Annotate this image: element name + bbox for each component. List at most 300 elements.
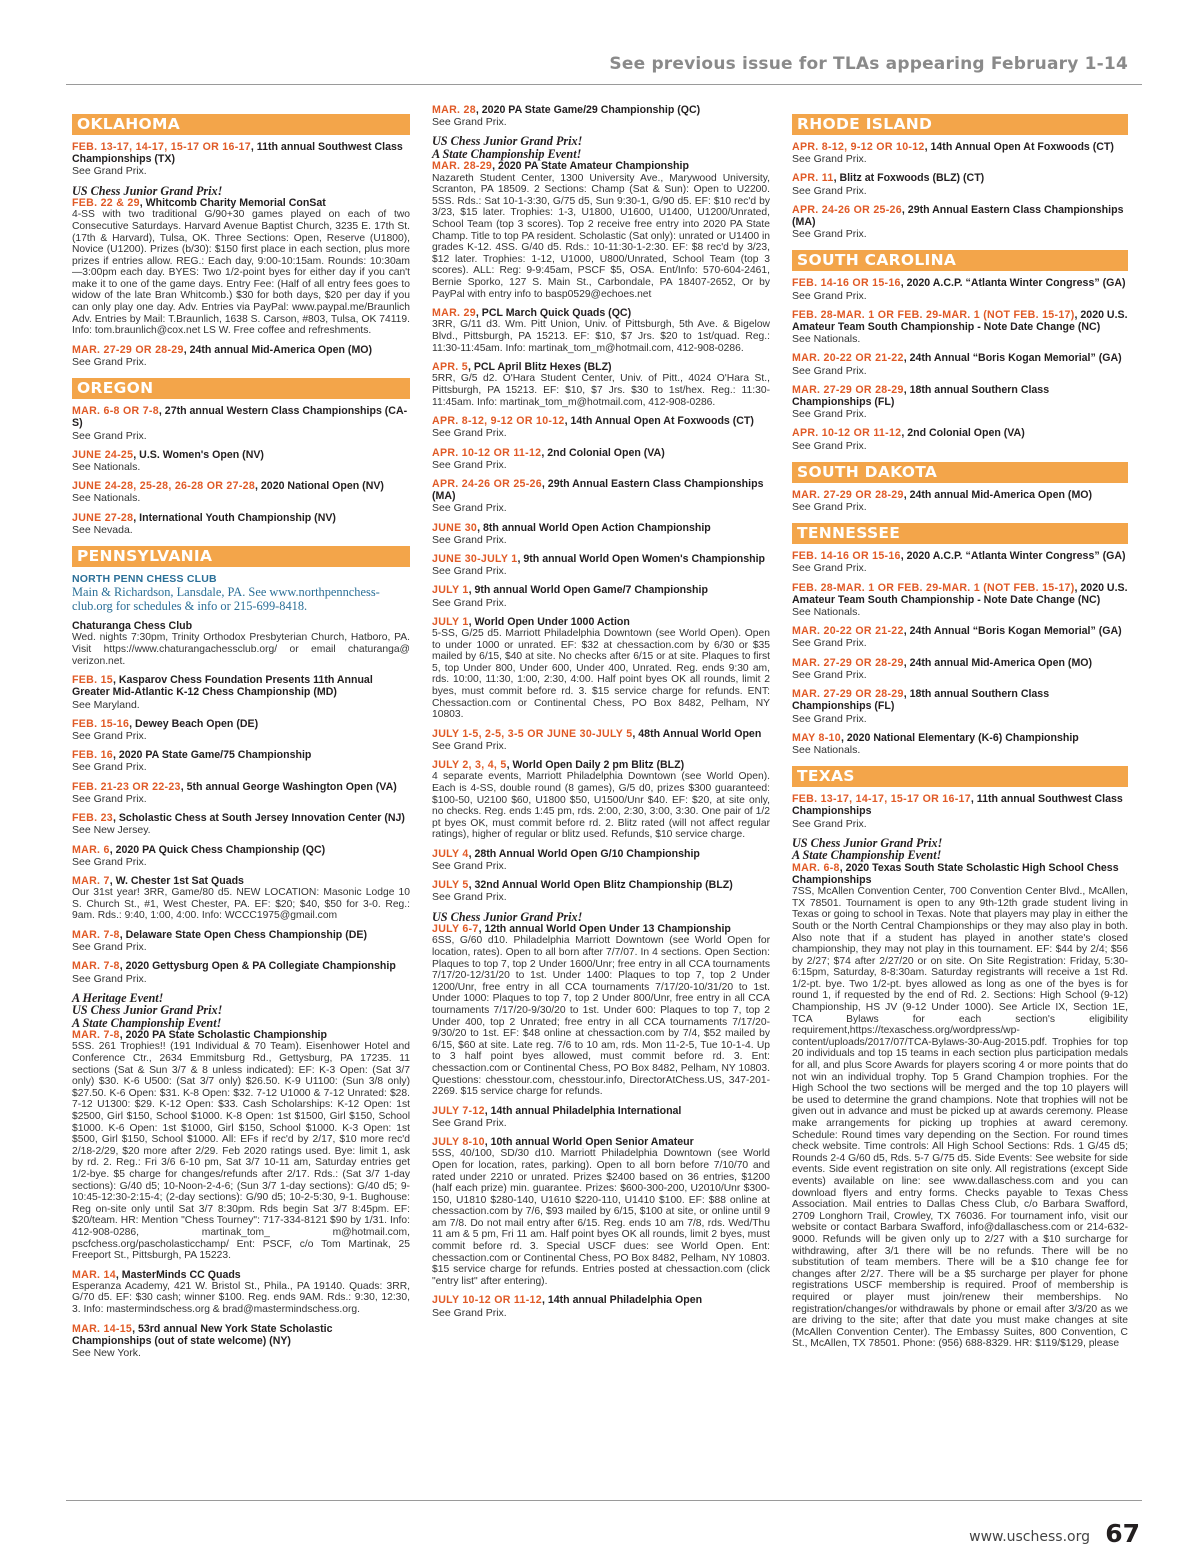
event-date: MAR. 27-29 OR 28-29	[792, 383, 904, 396]
event-reference: See Grand Prix.	[792, 289, 867, 302]
event-title: , 5th annual George Washington Open (VA)	[180, 780, 397, 793]
event-heading	[432, 923, 770, 935]
event-heading	[72, 512, 410, 524]
event-heading	[432, 307, 770, 319]
event-details: Nazareth Student Center, 1300 University Ave., Marywood University, Scranton, PA 18509. 2 Sections: Champ (Sat & Sun): Open to U2200. 5SS. Rds.: Sat 10-1-3:30, G/75 d5, Sun 9:30-1, G/90 d5. EF: $10 rec'd by 3/23, $15 later. Trophies: 1-3, U1800, U1600, U1400, U1200/Unrated, School Team (top 3 scores). Top 2 receive free entry into 2020 PA State Champ. Title to top PA resident. Scholastic (Sat only): unrated or U1400 in grades K-12. 4SS. G/40 d5. Rds.: 10-11:30-1-2:30. EF: $8 rec'd by 3/23, $12 later. Trophies: 1-12, U1000, U800/Unrated, School Team (top 3 scores). ALL: Reg: 9-9:45am, PSCF $5, OSA. Ent/Info: 570-604-2461, Bernie Sporko, 127 S. Main St., Carbondale, PA 18407-2652, Or by PayPal with entry info to basp0529@echoes.net	[432, 172, 770, 300]
event-title: , 28th Annual World Open G/10 Championship	[468, 847, 700, 860]
event-reference: See Grand Prix.	[792, 562, 867, 575]
event-title: , 2020 National Open (NV)	[255, 480, 384, 493]
event-reference: See Grand Prix.	[72, 972, 147, 985]
event-details: 5SS, 40/100, SD/30 d10. Marriott Philadelphia Downtown (see World Open for location, rates, parking). Open to all born before 7/10/70 and rated under 2210 or unrated. Prizes $2400 based on 36 entries, $1200 (half each prize) min. guarantee. Prizes: $600-300-200, U2010/Unr $300-150, U1810 $280-140, U1610 $220-110, U1410 $100. EF: $88 online at chessaction.com by 7/6, $93 mailed by 6/15, $100 at site, or online until 9 am 7/8. Do not mail entry after 6/15. Reg. ends 10 am 7/8, rds. Wed/Thu 11 am & 5 pm, Fri 11 am. Half point byes OK all rounds, limit 2 byes, must commit before rd. 3. Special USCF dues: see World Open. Ent: chessaction.com or Continental Chess, PO Box 8482, Pelham, NY 10803. $15 service charge for refunds. Entries posted at chessaction.com (click "entry list" after entering).	[432, 1148, 770, 1287]
event-heading	[792, 793, 1128, 817]
event-date: MAR. 6-8	[792, 861, 840, 874]
event-heading	[432, 522, 770, 534]
header-rule	[66, 84, 1142, 85]
event-reference: See Grand Prix.	[432, 891, 507, 904]
event-title: , 9th annual World Open Women's Championship	[517, 552, 766, 565]
event-heading	[72, 844, 410, 856]
event-title: , 32nd Annual World Open Blitz Championship (BLZ)	[468, 879, 733, 892]
event-tagline: A State Championship Event!	[792, 848, 942, 863]
event-title: , 2nd Colonial Open (VA)	[901, 427, 1025, 440]
event-reference: See Nationals.	[792, 606, 861, 619]
event-heading	[432, 447, 770, 459]
event-heading	[792, 204, 1128, 228]
event-heading	[432, 616, 770, 628]
event-heading	[792, 688, 1128, 712]
event-title: , 14th Annual Open At Foxwoods (CT)	[564, 415, 754, 428]
event-reference: See Maryland.	[72, 698, 140, 711]
event-reference: See Grand Prix.	[72, 356, 147, 369]
event-listing	[792, 550, 1128, 574]
event-tagline: A Heritage Event!	[72, 990, 164, 1005]
event-title: , MasterMinds CC Quads	[115, 1268, 241, 1281]
event-title: , 24th annual Mid-America Open (MO)	[903, 656, 1093, 669]
event-heading	[792, 550, 1128, 562]
event-date: JULY 5	[432, 879, 469, 892]
event-listing	[72, 197, 410, 337]
event-title: , Delaware State Open Chess Championship (DE)	[119, 928, 367, 941]
event-heading	[432, 759, 770, 771]
event-reference: See Grand Prix.	[72, 429, 147, 442]
event-reference: See Nationals.	[792, 743, 861, 756]
event-reference: See Grand Prix.	[72, 792, 147, 805]
event-date: MAR. 20-22 OR 21-22	[792, 352, 904, 365]
event-reference: See Nationals.	[72, 492, 141, 505]
event-listing	[792, 688, 1128, 725]
event-heading	[432, 1294, 770, 1306]
event-heading	[432, 848, 770, 860]
event-date: JUNE 27-28	[72, 511, 134, 524]
event-date: MAR. 28-29	[432, 160, 493, 173]
event-date: JULY 8-10	[432, 1136, 485, 1149]
event-date: MAR. 7	[72, 874, 110, 887]
event-date: MAR. 27-29 OR 28-29	[792, 656, 904, 669]
event-title: , 24th annual Mid-America Open (MO)	[903, 488, 1093, 501]
event-date: APR. 10-12 OR 11-12	[432, 446, 542, 459]
event-reference: See Nevada.	[72, 523, 133, 536]
event-title: Chaturanga Chess Club	[72, 620, 193, 633]
event-heading	[72, 197, 410, 209]
event-date: FEB. 16	[72, 749, 113, 762]
event-listing	[792, 384, 1128, 421]
event-title: , 14th annual Philadelphia Open	[541, 1294, 703, 1307]
event-listing	[72, 344, 410, 368]
event-title: , 27th annual Western Class Championships (CA-S)	[72, 405, 408, 430]
event-heading	[72, 875, 410, 887]
event-heading	[432, 160, 770, 172]
event-listing	[72, 405, 410, 442]
event-listing	[72, 929, 410, 953]
event-listing	[792, 862, 1128, 1350]
event-tagline: US Chess Junior Grand Prix!	[432, 134, 583, 149]
event-listing	[432, 447, 770, 471]
event-title: , 18th annual Southern Class Championships (FL)	[792, 383, 1050, 409]
event-title: , 2020 PA Quick Chess Championship (QC)	[109, 843, 326, 856]
event-heading	[72, 449, 410, 461]
event-reference: See Grand Prix.	[792, 668, 867, 681]
event-date: APR. 8-12, 9-12 OR 10-12	[432, 415, 565, 428]
event-title: , 2020 National Elementary (K-6) Championship	[840, 731, 1079, 744]
event-heading	[72, 960, 410, 972]
event-heading	[432, 584, 770, 596]
event-listing	[72, 449, 410, 473]
event-heading	[792, 141, 1128, 153]
event-date: JULY 1	[432, 615, 469, 628]
event-tagline: A State Championship Event!	[432, 146, 582, 161]
event-listing	[792, 582, 1128, 619]
event-listing	[432, 104, 770, 128]
state-heading	[72, 546, 410, 567]
event-date: MAR. 7-8	[72, 928, 120, 941]
event-title: , 2nd Colonial Open (VA)	[541, 446, 665, 459]
state-heading	[792, 114, 1128, 135]
column-left	[72, 104, 410, 1366]
event-date: APR. 5	[432, 361, 468, 374]
event-heading	[432, 104, 770, 116]
event-listing	[72, 749, 410, 773]
event-reference: See Grand Prix.	[72, 165, 147, 178]
event-title: , 8th annual World Open Action Championship	[477, 521, 711, 534]
event-title: , 2020 PA State Game/29 Championship (QC)	[475, 104, 701, 116]
event-heading	[792, 582, 1128, 606]
event-details: 6SS, G/60 d10. Philadelphia Marriott Downtown (see World Open for location, rates). Open to all born after 7/7/07. In 4 sections. Open Section: Plaques to top 7, top 2 Under 1600/Unr; free entry in all CCA tournaments 7/17/20-12/31/20 to 1st. Under 1400: Plaques to top 7, top 2 Under 1200/Unr, free entry in all CCA tournaments 7/17/20-10/31/20 to 1st. Under 1000: Plaques to top 7, top 2 Under 800/Unr, free entry in all CCA tournaments 7/17/20-9/30/20 to 1st. Under 600: Plaques to top 7, top 2 Under 400, top 2 Unrated; free entry in all CCA tournaments 7/17/20-9/30/20 to 1st. EF: $48 online at chessaction.com by 7/4, $52 mailed by 6/15, $60 at site. Late reg. 7/6 to 10 am, rds. Mon 11-2-5, Tue 10-1-4. Up to 3 half point byes allowed, must commit before rd. 3. Ent: chessaction.com or Continental Chess, PO Box 8482, Pelham, NY 10803. Questions: chesstour.com, chesstour.info, DirectorAtChess.US, 347-201-2269. $15 service charge for refunds.	[432, 935, 770, 1098]
event-listing	[792, 793, 1128, 830]
event-date: JUNE 30	[432, 521, 478, 534]
event-title: , Whitcomb Charity Memorial ConSat	[139, 197, 326, 210]
event-heading	[72, 674, 410, 698]
event-listing	[432, 553, 770, 577]
event-date: JULY 7-12	[432, 1104, 485, 1117]
event-date: JULY 10-12 OR 11-12	[432, 1294, 542, 1307]
event-details: 5RR, G/5 d2. O'Hara Student Center, Univ. of Pitt., 4024 O'Hara St., Pittsburgh, PA 15213. EF: $10, $7 Jrs. $30 to 1st/hex. Reg.: 11:30-11:45am. Info: martinak_tom_m@hotmail.com, 412-908-0286.	[432, 373, 770, 408]
footer-rule	[66, 1500, 1142, 1501]
event-date: MAR. 6-8 OR 7-8	[72, 405, 159, 418]
event-listing	[432, 1294, 770, 1318]
event-reference: See Grand Prix.	[792, 184, 867, 197]
event-listing	[72, 875, 410, 922]
event-date: FEB. 15	[72, 674, 113, 687]
event-listing	[72, 674, 410, 711]
event-heading	[432, 1105, 770, 1117]
event-title: , Dewey Beach Open (DE)	[129, 717, 259, 730]
event-heading	[792, 172, 1128, 184]
event-title: , Scholastic Chess at South Jersey Innovation Center (NJ)	[112, 812, 405, 825]
event-date: APR. 24-26 OR 25-26	[792, 203, 902, 216]
event-heading	[432, 1136, 770, 1148]
column-middle	[432, 104, 770, 1326]
event-date: FEB. 28-MAR. 1 OR FEB. 29-MAR. 1 (NOT FEB. 15-17)	[792, 308, 1075, 321]
event-title: , 48th Annual World Open	[632, 727, 762, 740]
event-date: FEB. 14-16 OR 15-16	[792, 550, 901, 563]
event-listing	[432, 361, 770, 408]
event-title: , 2020 A.C.P. “Atlanta Winter Congress” (GA)	[900, 550, 1126, 563]
event-date: JULY 6-7	[432, 923, 479, 936]
event-listing	[432, 415, 770, 439]
event-date: APR. 10-12 OR 11-12	[792, 427, 902, 440]
state-heading-label: OREGON	[77, 379, 154, 398]
event-tagline: US Chess Junior Grand Prix!	[432, 909, 583, 924]
event-heading	[792, 384, 1128, 408]
state-heading	[792, 523, 1128, 544]
event-listing	[72, 781, 410, 805]
event-heading	[432, 879, 770, 891]
event-date: MAR. 6	[72, 843, 110, 856]
event-date: JUNE 24-28, 25-28, 26-28 OR 27-28	[72, 480, 256, 493]
event-tagline: US Chess Junior Grand Prix!	[72, 183, 223, 198]
state-heading	[72, 114, 410, 135]
state-heading-label: SOUTH DAKOTA	[797, 462, 938, 481]
event-tagline: A State Championship Event!	[72, 1015, 222, 1030]
event-reference: See New Jersey.	[72, 824, 151, 837]
event-date: APR. 24-26 OR 25-26	[432, 477, 542, 490]
event-date: FEB. 21-23 OR 22-23	[72, 780, 181, 793]
event-heading	[72, 344, 410, 356]
event-title: , World Open Under 1000 Action	[468, 615, 630, 628]
event-date: MAR. 20-22 OR 21-22	[792, 625, 904, 638]
event-date: FEB. 28-MAR. 1 OR FEB. 29-MAR. 1 (NOT FEB. 15-17)	[792, 581, 1075, 594]
event-date: MAR. 27-29 OR 28-29	[72, 343, 184, 356]
event-listing	[792, 732, 1128, 756]
event-date: MAR. 27-29 OR 28-29	[792, 688, 904, 701]
event-details: Wed. nights 7:30pm, Trinity Orthodox Presbyterian Church, Hatboro, PA. Visit https://www.chaturangachessclub.org/ or email chaturanga@ verizon.net.	[72, 632, 410, 667]
event-heading	[432, 478, 770, 502]
footer-url: www.uschess.org	[969, 1529, 1090, 1545]
event-date: MAR. 14-15	[72, 1322, 133, 1335]
event-date: JULY 4	[432, 847, 469, 860]
event-details: Esperanza Academy, 421 W. Bristol St., Phila., PA 19140. Quads: 3RR, G/70 d5. EF: $30 cash; winner $100. Reg. ends 9AM. Rds.: 9:30, 12:30, 3. Info: mastermindschess.org & brad@mastermindschess.org.	[72, 1280, 410, 1316]
event-listing	[432, 759, 770, 841]
event-listing	[792, 309, 1128, 346]
event-date: JULY 2, 3, 4, 5	[432, 759, 507, 772]
event-listing	[72, 620, 410, 667]
event-title: , 2020 U.S. Amateur Team South Championship - Note Date Change (NC)	[792, 308, 1128, 334]
event-listing	[432, 478, 770, 515]
event-heading	[72, 1323, 410, 1347]
event-listing	[72, 812, 410, 836]
event-listing	[432, 584, 770, 608]
event-details: Our 31st year! 3RR, Game/80 d5. NEW LOCATION: Masonic Lodge 10 S. Church St., #1, West Chester, PA. EF: $20; $40, $50 for 3-0. Reg.: 9am. Rds.: 9:40, 1:00, 4:00. Info: WCCC1975@gmail.com	[72, 887, 410, 922]
event-title: , 2020 Gettysburg Open & PA Collegiate Championship	[119, 960, 396, 973]
column-right	[792, 104, 1128, 1357]
event-listing	[792, 352, 1128, 376]
event-title: , 2020 PA State Game/75 Championship	[112, 749, 312, 762]
state-heading-label: TEXAS	[797, 767, 855, 786]
event-date: FEB. 15-16	[72, 717, 130, 730]
state-heading-label: TENNESSEE	[797, 524, 901, 543]
event-reference: See Grand Prix.	[792, 637, 867, 650]
event-title: , 11th annual Southwest Class Championships	[792, 793, 1123, 818]
event-reference: See Grand Prix.	[72, 730, 147, 743]
event-date: FEB. 13-17, 14-17, 15-17 OR 16-17	[792, 793, 971, 806]
event-details: 5SS. 261 Trophies!! (191 Individual & 70 Team). Eisenhower Hotel and Conference Ctr., 2634 Emmitsburg Rd., Gettysburg, PA 17235. 11 sections (Sat & Sun 3/7 & 8 unless indicated): EF: K-3 Open: (Sat 3/7 only) $30. K-6 U500: (Sat 3/7 only) $26.50. K-9 U1100: (Sun 3/8 only) $27.50. K-6 Open: $31. K-8 Open: $32. 7-12 U1000 & 7-12 Unrated: $28. 7-12 U1300: $29. K-12 Open: $33. Cash Scholarships: K-12 Open: 1st $2500, Girl $150, School $1000. K-8 Open: 1st $1500, Girl $150, School $1000. K-6 Open: 1st $1000, Girl $150, School $1000. K-3 Open: 1st $500, Girl $150, School $1000. All: EFs if rec'd by 2/17, $10 more rec'd 2/18-2/29, $20 more after 2/29. Feb 2020 ratings used. Bye: limit 1, ask by rd. 2. Reg.: Fri 3/6 6-10 pm, Sat 3/7 10-11 am, Saturday entries get 1/2-bye. $5 charge for changes/refunds after 2/17. Rds.: (Sat 3/7 1-day sections): G/40 d5; 10-Noon-2-4-6; (Sun 3/7 1-day sections): G/40 d5; 9-10:45-12:30-2:15-4; (2-day sections): G/90 d5; 10-2-5:30, 9-1. Bughouse: Reg on-site only until Sat 3/7 8:30pm. Rds begin Sat 3/7 8:45pm. EF: $20/team. HR: Mention "Chess Tourney": 717-334-8121 $90 by 1/31. Info: 412-908-0286, martinak_tom_ m@hotmail.com, pscfchess.org/pascholasticchamp/ Ent: PSCF, c/o Tom Martinak, 25 Freeport St., Pittsburgh, PA 15223.	[72, 1041, 410, 1262]
event-heading	[72, 405, 410, 429]
state-heading	[792, 462, 1128, 483]
event-heading	[792, 862, 1128, 886]
event-heading	[72, 718, 410, 730]
event-title: , 2020 U.S. Amateur Team South Championship - Note Date Change (NC)	[792, 581, 1128, 606]
event-reference: See Nationals.	[72, 461, 141, 474]
state-heading	[792, 250, 1128, 271]
event-title: , 12th annual World Open Under 13 Championship	[478, 923, 731, 936]
event-details: 3RR, G/11 d3. Wm. Pitt Union, Univ. of Pittsburgh, 5th Ave. & Bigelow Blvd., Pittsburgh, PA 15213. EF: $10, $7 Jrs. $20 to 1st/quad. Reg.: 11:30-11:45am. Info: martinak_tom_m@hotmail.com, 412-908-0286.	[432, 319, 770, 354]
event-date: MAR. 7-8	[72, 1029, 120, 1042]
event-tagline: US Chess Junior Grand Prix!	[72, 1003, 223, 1018]
event-heading	[432, 728, 770, 740]
event-title: , 24th Annual “Boris Kogan Memorial” (GA)	[903, 625, 1122, 638]
event-listing	[792, 277, 1128, 301]
event-reference: See New York.	[72, 1347, 141, 1360]
event-date: MAR. 29	[432, 307, 476, 320]
event-title: , 29th Annual Eastern Class Championships (MA)	[432, 477, 764, 503]
event-reference: See Nationals.	[792, 333, 861, 346]
page-header-note: See previous issue for TLAs appearing February 1-14	[609, 54, 1128, 74]
event-title: , 24th annual Mid-America Open (MO)	[183, 343, 373, 356]
event-listing	[792, 657, 1128, 681]
event-date: JULY 1	[432, 584, 469, 597]
event-title: , 2020 A.C.P. “Atlanta Winter Congress” (GA)	[900, 277, 1126, 290]
event-heading	[72, 620, 410, 632]
event-heading	[792, 352, 1128, 364]
event-listing	[432, 616, 770, 721]
event-listing	[432, 848, 770, 872]
event-listing	[72, 512, 410, 536]
event-title: , 2020 PA State Amateur Championship	[492, 160, 689, 173]
event-title: , 2020 Texas South State Scholastic High School Chess Championships	[792, 861, 1119, 886]
event-reference: See Grand Prix.	[432, 458, 507, 471]
event-details: 4 separate events, Marriott Philadelphia Downtown (see World Open). Each is 4-SS, double round (8 games), G/5 d0, prizes $300 guaranteed: $100-50, U2100 $60, U1800 $50, U1500/Unr $40. EF: $20, at site only, no checks. Reg. ends 1:45 pm, rds. 2:00, 2:30, 3:00, 3:30. One pair of 1/2 pt byes OK, must commit before rd. 2. Blitz rated (will not affect regular ratings), higher of regular or blitz used. Refunds, $10 service charge.	[432, 771, 770, 841]
event-details: 7SS, McAllen Convention Center, 700 Convention Center Blvd., McAllen, TX 78501. Tournament is open to any 9th-12th grade student living in Texas or going to school in Texas. Note that players may play in either the South or the North Central Championships or they may also play in both. Also note that if a student has played in another state's closed championship, they may not play in this tournament. EF: $44 by 2/4; $56 by 2/27; $74 after 2/27/20 or on site. On Site Registration: Friday, 5:30-6:15pm, Saturday, 8-8:30am. Saturday registrants will receive a 1st Rd. 1/2-pt. bye. Two 1/2-pt. byes allowed as long as one of the byes is for round 1, if requested by the end of Rd. 2. Sections: High School (9-12) Championship, HS JV (9-12 Under 1000). See Article IX, Section 1E, TCA Bylaws for each section's eligibility requirement,https://texaschess.org/wordpress/wp-content/uploads/2017/07/TCA-Bylaws-30-Aug-2015.pdf. Trophies for top 20 individuals and top 15 teams in each section plus participation medals for all, and plus Score Awards for players scoring 4 or more points that do not win an individual trophy. Top 5 Grand Champion trophies. For the High School the two sections will be merged and the top 10 players will be used to determine the grand champions. Note that trophies will not be given out in advance and must be picked up at awards ceremony. Please make arrangements for picking up trophies at award ceremony. Schedule: Round times vary depending on the Section. For round times check website. Time controls: All High School Sections: Rds. 1 G/45 d5; Rounds 2-4 G/60 d5, Rds. 5-7 G/75 d5. Side Events: See website for side events. Side event registration on site only. All registrations (except Side events) available on line: see www.dallaschess.com and you can download flyers and entry forms. Checks payable to Texas Chess Association. Mail entries to Dallas Chess Club, c/o Barbara Swafford, 2709 Longhorn Trail, Crowley, TX 76036. For tournament info, visit our website or contact Barbara Swafford, info@dallaschess.com or 214-632-9000. Refunds will be given only up to 2/27 with a $10 surcharge for withdrawing, after 3/1 there will be no refunds. There will be no substitution of team members. There will be a $10 change fee for changes after 2/27. There will be a $5 surcharge per player for phone registrations USCF membership is required. Proof of membership is required or player must join/renew their memberships. No registration/changes/or withdrawals by phone or email after 3/3/20 as we are driving to the site; after that date you must make changes at site (McAllen Convention Center). The Embassy Suites, 800 Convention, C St., McAllen, TX 78501. Phone: (956) 688-8329. HR: $119/$129, please	[792, 886, 1128, 1350]
state-heading-label: SOUTH CAROLINA	[797, 251, 957, 270]
event-reference: See Grand Prix.	[792, 501, 867, 514]
event-listing	[432, 1136, 770, 1287]
event-reference: See Grand Prix.	[792, 153, 867, 166]
event-reference: See Grand Prix.	[432, 1116, 507, 1129]
event-date: MAR. 28	[432, 104, 476, 116]
event-reference: See Grand Prix.	[792, 712, 867, 725]
event-title: , International Youth Championship (NV)	[133, 511, 336, 524]
event-title: , PCL March Quick Quads (QC)	[475, 307, 632, 320]
event-title: , 53rd annual New York State Scholastic Championships (out of state welcome) (NY)	[72, 1322, 333, 1347]
event-reference: See Grand Prix.	[72, 941, 147, 954]
event-listing	[72, 960, 410, 984]
event-heading	[792, 277, 1128, 289]
event-title: , W. Chester 1st Sat Quads	[109, 874, 244, 887]
event-heading	[72, 749, 410, 761]
event-heading	[72, 1269, 410, 1281]
event-listing	[792, 172, 1128, 196]
event-listing	[432, 307, 770, 354]
event-details: 5-SS, G/25 d5. Marriott Philadelphia Downtown (see World Open). Open to under 1000 or unrated. EF: $32 at chessaction.com by 6/30 or $35 mailed by 6/15, $40 at site. No checks after 6/15 or at site. Plaques to first 5, top Under 800, Under 600, Under 400, Unrated. Reg. ends 9:30 am, rds. 10:00, 11:30, 1:00, 2:30, 4:00. Half point byes OK all rounds, limit 2 byes, must commit before rd. 3. $15 service charge for refunds. ENT: Chessaction.com or Continental Chess, PO Box 8482, Pelham, NY 10803.	[432, 627, 770, 721]
event-reference: See Grand Prix.	[792, 228, 867, 241]
state-heading-label: PENNSYLVANIA	[77, 547, 213, 566]
event-reference: See Grand Prix.	[432, 860, 507, 873]
event-title: , 18th annual Southern Class Championships (FL)	[792, 688, 1050, 713]
event-listing	[432, 1105, 770, 1129]
event-details: 4-SS with two traditional G/90+30 games played on each of two Consecutive Saturdays. Harvard Avenue Baptist Church, 3235 E. 17th St. (17th & Harvard), Tulsa, OK. Three Sections: Open, Reserve (U1800), Novice (U1200). Prizes (b/30): $150 first place in each section, plus more prizes if entries allow. REG.: Each day, 9:00-10:15am. Rounds: 10:30am—3:00pm each day. BYES: Two 1/2-point byes for either day if you can't make it to one of the game days. Entry Fee: (Half of all entry fees goes to widow of the late Bran Whitcomb.) $30 for both days, $20 per day if you can only play one day. Adv. Entries via PayPal: www.paypal.me/Braunlich Adv. Entries by Mail: T.Braunlich, 1638 S. Carson, #803, Tulsa, OK 74119. Info: tom.braunlich@cox.net LS W. Free coffee and refreshments.	[72, 209, 410, 337]
event-listing	[72, 141, 410, 178]
event-listing	[72, 1269, 410, 1316]
event-tagline: US Chess Junior Grand Prix!	[792, 835, 943, 850]
state-heading	[792, 766, 1128, 787]
event-reference: See Grand Prix.	[72, 855, 147, 868]
event-heading	[792, 732, 1128, 744]
event-listing	[72, 1323, 410, 1360]
event-date: APR. 11	[792, 172, 834, 185]
event-listing	[792, 427, 1128, 451]
event-listing	[792, 141, 1128, 165]
event-listing	[792, 204, 1128, 241]
event-reference: See Grand Prix.	[792, 439, 867, 452]
state-heading-label: OKLAHOMA	[77, 115, 181, 133]
event-listing	[72, 480, 410, 504]
event-heading	[72, 1029, 410, 1041]
event-date: MAY 8-10	[792, 731, 841, 744]
state-heading-label: RHODE ISLAND	[797, 115, 933, 133]
event-heading	[72, 781, 410, 793]
event-reference: See Grand Prix.	[432, 565, 507, 578]
event-heading	[432, 361, 770, 373]
event-heading	[72, 480, 410, 492]
event-title: , Kasparov Chess Foundation Presents 11th Annual Greater Mid-Atlantic K-12 Chess Championship (MD)	[72, 674, 373, 699]
event-reference: See Grand Prix.	[432, 596, 507, 609]
event-listing	[72, 1029, 410, 1261]
event-reference: See Grand Prix.	[792, 408, 867, 421]
event-heading	[72, 929, 410, 941]
event-listing	[72, 718, 410, 742]
event-heading	[792, 489, 1128, 501]
event-listing	[432, 160, 770, 300]
event-reference: See Grand Prix.	[432, 116, 507, 129]
club-details: Main & Richardson, Lansdale, PA. See www.northpennchess-club.org for schedules & info or 215-699-8418.	[72, 585, 380, 614]
event-reference: See Grand Prix.	[72, 761, 147, 774]
event-heading	[792, 309, 1128, 333]
event-title: , 14th annual Philadelphia International	[484, 1104, 682, 1117]
event-date: FEB. 22 & 29	[72, 197, 140, 210]
event-listing	[432, 728, 770, 752]
event-date: MAR. 7-8	[72, 960, 120, 973]
event-title: , U.S. Women's Open (NV)	[133, 448, 264, 461]
event-title: , World Open Daily 2 pm Blitz (BLZ)	[506, 759, 685, 772]
club-name: NORTH PENN CHESS CLUB	[72, 573, 217, 586]
event-title: , PCL April Blitz Hexes (BLZ)	[467, 361, 612, 374]
event-heading	[72, 812, 410, 824]
event-date: JUNE 30-JULY 1	[432, 552, 518, 565]
event-listing	[432, 923, 770, 1098]
event-reference: See Grand Prix.	[432, 533, 507, 546]
event-title: , 14th Annual Open At Foxwoods (CT)	[924, 141, 1114, 153]
event-heading	[792, 427, 1128, 439]
event-date: JUNE 24-25	[72, 448, 134, 461]
event-listing	[72, 844, 410, 868]
event-reference: See Grand Prix.	[432, 1306, 507, 1319]
event-date: MAR. 14	[72, 1268, 116, 1281]
event-reference: See Grand Prix.	[432, 427, 507, 440]
event-heading	[72, 141, 410, 165]
event-heading	[792, 625, 1128, 637]
event-listing	[792, 625, 1128, 649]
event-listing	[792, 489, 1128, 513]
event-title: , 11th annual Southwest Class Championships (TX)	[72, 141, 403, 166]
event-title: , 29th Annual Eastern Class Championships (MA)	[792, 203, 1124, 229]
event-listing	[432, 522, 770, 546]
event-title: , 2020 PA State Scholastic Championship	[119, 1029, 327, 1042]
event-date: FEB. 14-16 OR 15-16	[792, 277, 901, 290]
event-reference: See Grand Prix.	[792, 364, 867, 377]
event-title: , 9th annual World Open Game/7 Championship	[468, 584, 708, 597]
event-date: FEB. 13-17, 14-17, 15-17 OR 16-17	[72, 141, 251, 153]
event-reference: See Grand Prix.	[432, 739, 507, 752]
page-number: 67	[1105, 1519, 1140, 1548]
